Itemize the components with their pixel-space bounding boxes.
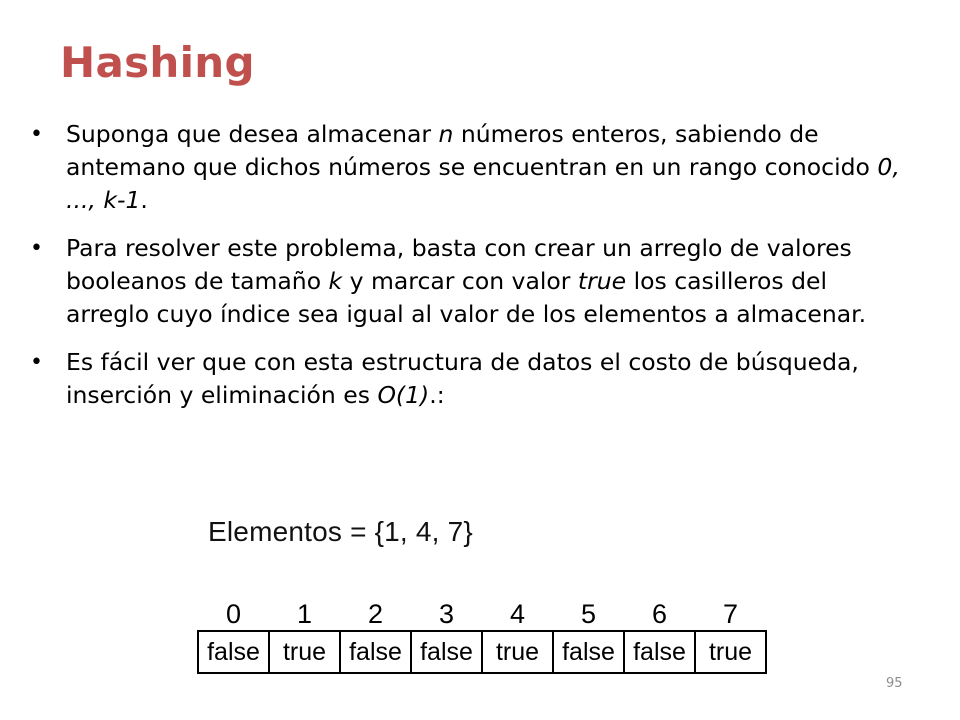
array-cell: false bbox=[624, 631, 695, 673]
bullet-text: Suponga que desea almacenar bbox=[66, 120, 439, 148]
array-index-label: 4 bbox=[509, 599, 526, 629]
bullet-text: y marcar con valor bbox=[342, 267, 578, 295]
array-index-label: 7 bbox=[722, 599, 739, 629]
bullet-list bbox=[30, 118, 910, 427]
bullet-text-italic: true bbox=[577, 267, 627, 295]
array-index-label: 1 bbox=[296, 599, 313, 629]
bullet-dot-icon: • bbox=[30, 122, 43, 147]
array-index-row bbox=[198, 596, 766, 631]
array-value-row bbox=[198, 631, 766, 673]
bullet-text: los casilleros del arreglo cuyo índice sea igual al valor de los elementos a almacenar. bbox=[66, 267, 867, 328]
page-number: 95 bbox=[886, 676, 903, 691]
array-index-label: 6 bbox=[651, 599, 668, 629]
array-cell: false bbox=[340, 631, 411, 673]
array-index-label: 5 bbox=[580, 599, 597, 629]
bullet-text-italic: k bbox=[328, 267, 343, 295]
array-cell: true bbox=[482, 631, 553, 673]
bullet-text: Para resolver este problema, basta con crear un arreglo de valores booleanos de tamaño bbox=[66, 234, 852, 295]
array-figure bbox=[196, 508, 796, 686]
slide-title: Hashing bbox=[60, 38, 255, 87]
array-cell: false bbox=[553, 631, 624, 673]
bullet-text: . bbox=[140, 186, 148, 214]
array-index-label: 2 bbox=[367, 599, 384, 629]
bullet-dot-icon: • bbox=[30, 236, 43, 261]
boolean-array-table bbox=[197, 596, 767, 674]
bullet-text: números enteros, sabiendo de antemano que dichos números se encuentran en un rango conocido bbox=[66, 120, 878, 181]
bullet-text: .: bbox=[429, 381, 445, 409]
array-cell: true bbox=[695, 631, 766, 673]
bullet-text-italic: n bbox=[438, 120, 454, 148]
array-cell: true bbox=[269, 631, 340, 673]
bullet-item bbox=[30, 118, 910, 217]
array-cell: false bbox=[198, 631, 269, 673]
bullet-text-italic: O(1) bbox=[377, 381, 430, 409]
bullet-item bbox=[30, 346, 910, 412]
array-cell: false bbox=[411, 631, 482, 673]
bullet-dot-icon: • bbox=[30, 350, 43, 375]
bullet-text: Es fácil ver que con esta estructura de datos el costo de búsqueda, inserción y eliminación es bbox=[66, 348, 859, 409]
elements-caption: Elementos = {1, 4, 7} bbox=[208, 516, 473, 547]
bullet-text-italic: 0, ..., k-1 bbox=[66, 153, 900, 214]
array-index-label: 0 bbox=[225, 599, 242, 629]
array-index-label: 3 bbox=[438, 599, 455, 629]
bullet-item bbox=[30, 232, 910, 331]
